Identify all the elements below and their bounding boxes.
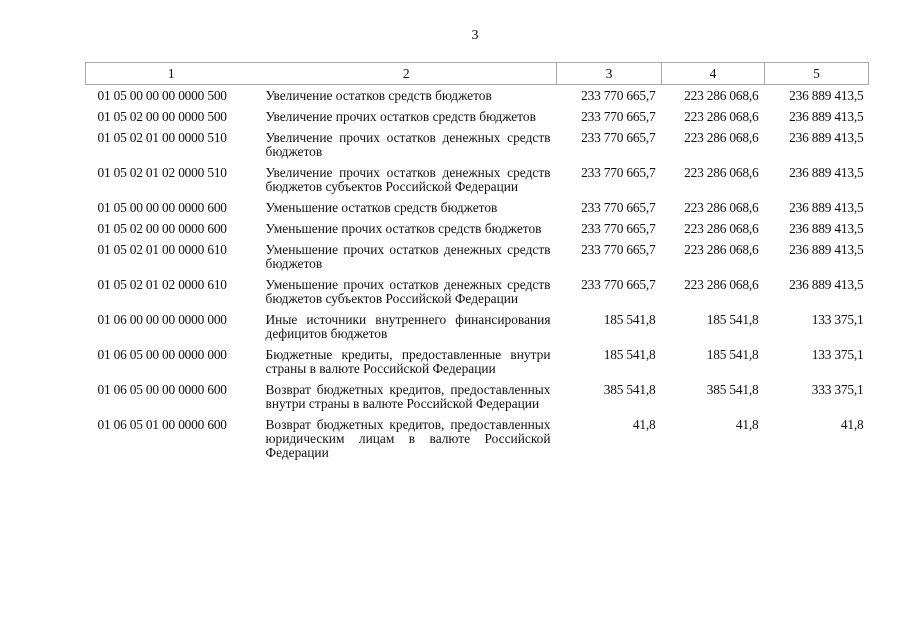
row-value-col3: 185 541,8: [603, 347, 656, 362]
header-col-4: 4: [662, 63, 765, 85]
row-code: 01 06 00 00 00 0000 000: [97, 312, 227, 327]
row-value-col4: 223 286 068,6: [684, 242, 759, 257]
row-value-col3: 233 770 665,7: [581, 200, 656, 215]
row-name: Возврат бюджетных кредитов, предоставленных юридическим лицам в валюте Российской Федерации: [265, 417, 551, 460]
row-value-col3: 233 770 665,7: [581, 165, 656, 180]
table-row: [86, 198, 869, 219]
header-col-3: 3: [557, 63, 662, 85]
row-code: 01 06 05 01 00 0000 600: [97, 417, 227, 432]
row-value-col4: 41,8: [735, 417, 759, 432]
row-value-col3: 233 770 665,7: [581, 221, 656, 236]
table-row: [86, 240, 869, 275]
row-name: Уменьшение прочих остатков средств бюджетов: [265, 221, 542, 236]
row-code: 01 05 02 00 00 0000 500: [97, 109, 227, 124]
row-value-col4: 385 541,8: [706, 382, 759, 397]
row-code: 01 05 00 00 00 0000 600: [97, 200, 227, 215]
budget-sources-table: [85, 62, 869, 464]
row-value-col4: 223 286 068,6: [684, 165, 759, 180]
row-value-col5: 236 889 413,5: [789, 109, 864, 124]
row-name: Уменьшение прочих остатков денежных средств бюджетов субъектов Российской Федерации: [265, 277, 551, 306]
row-value-col3: 233 770 665,7: [581, 277, 656, 292]
row-code: 01 05 02 01 02 0000 610: [97, 277, 227, 292]
row-code: 01 05 02 01 00 0000 610: [97, 242, 227, 257]
row-value-col3: 41,8: [632, 417, 656, 432]
row-value-col5: 133 375,1: [811, 312, 864, 327]
header-col-2: 2: [257, 63, 557, 85]
row-value-col5: 333 375,1: [811, 382, 864, 397]
row-value-col4: 223 286 068,6: [684, 109, 759, 124]
row-value-col4: 223 286 068,6: [684, 130, 759, 145]
row-name: Уменьшение остатков средств бюджетов: [265, 200, 498, 215]
row-value-col5: 236 889 413,5: [789, 221, 864, 236]
row-value-col3: 185 541,8: [603, 312, 656, 327]
table-row: [86, 85, 869, 108]
row-value-col3: 233 770 665,7: [581, 109, 656, 124]
row-name: Увеличение прочих остатков денежных средств бюджетов субъектов Российской Федерации: [265, 165, 551, 194]
row-value-col5: 41,8: [840, 417, 864, 432]
row-name: Уменьшение прочих остатков денежных средств бюджетов: [265, 242, 551, 271]
table-row: [86, 380, 869, 415]
page-number: 3: [471, 28, 479, 43]
row-value-col5: 236 889 413,5: [789, 88, 864, 103]
row-value-col4: 223 286 068,6: [684, 221, 759, 236]
row-value-col5: 236 889 413,5: [789, 165, 864, 180]
row-code: 01 05 00 00 00 0000 500: [97, 88, 227, 103]
header-row: [86, 63, 869, 85]
row-code: 01 06 05 00 00 0000 600: [97, 382, 227, 397]
row-value-col3: 233 770 665,7: [581, 242, 656, 257]
table-row: [86, 275, 869, 310]
header-col-1: 1: [86, 63, 257, 85]
row-value-col4: 223 286 068,6: [684, 200, 759, 215]
row-value-col4: 223 286 068,6: [684, 277, 759, 292]
table-row: [86, 128, 869, 163]
row-value-col3: 233 770 665,7: [581, 88, 656, 103]
table-row: [86, 345, 869, 380]
row-name: Иные источники внутреннего финансирования дефицитов бюджетов: [265, 312, 551, 341]
row-name: Увеличение прочих остатков средств бюджетов: [265, 109, 536, 124]
row-code: 01 05 02 00 00 0000 600: [97, 221, 227, 236]
row-code: 01 06 05 00 00 0000 000: [97, 347, 227, 362]
row-value-col3: 385 541,8: [603, 382, 656, 397]
row-value-col5: 236 889 413,5: [789, 242, 864, 257]
row-name: Увеличение остатков средств бюджетов: [265, 88, 492, 103]
table-row: [86, 415, 869, 464]
table-row: [86, 219, 869, 240]
row-name: Возврат бюджетных кредитов, предоставленных внутри страны в валюте Российской Федерации: [265, 382, 551, 411]
row-value-col4: 223 286 068,6: [684, 88, 759, 103]
row-name: Бюджетные кредиты, предоставленные внутри страны в валюте Российской Федерации: [265, 347, 551, 376]
table-body: [86, 85, 869, 465]
row-value-col5: 236 889 413,5: [789, 200, 864, 215]
row-value-col4: 185 541,8: [706, 312, 759, 327]
row-value-col5: 236 889 413,5: [789, 277, 864, 292]
table-row: [86, 163, 869, 198]
row-name: Увеличение прочих остатков денежных средств бюджетов: [265, 130, 551, 159]
row-value-col4: 185 541,8: [706, 347, 759, 362]
row-value-col5: 236 889 413,5: [789, 130, 864, 145]
table-row: [86, 107, 869, 128]
row-code: 01 05 02 01 00 0000 510: [97, 130, 227, 145]
header-col-5: 5: [765, 63, 869, 85]
row-code: 01 05 02 01 02 0000 510: [97, 165, 227, 180]
row-value-col3: 233 770 665,7: [581, 130, 656, 145]
row-value-col5: 133 375,1: [811, 347, 864, 362]
table-header: [86, 63, 869, 85]
table-row: [86, 310, 869, 345]
